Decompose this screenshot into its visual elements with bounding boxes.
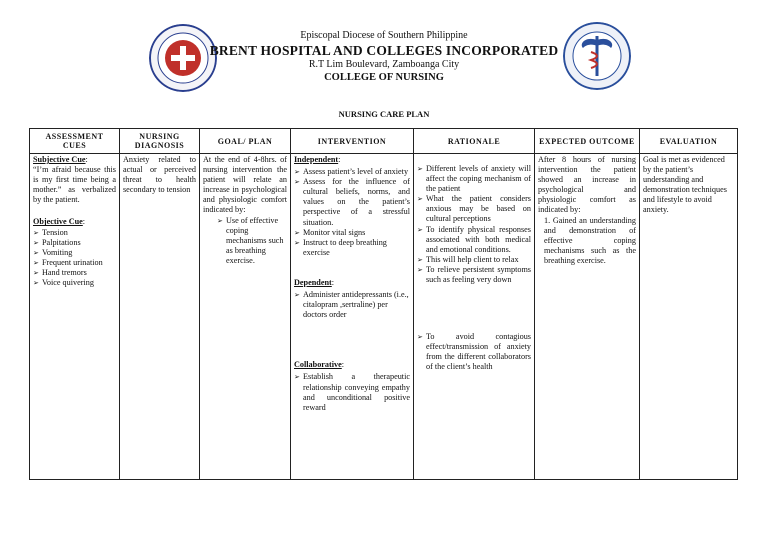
care-plan-table [29,128,738,480]
list-item: ➢ To relieve persistent symptoms such as feeling very down [417,265,531,285]
list-item: ➢ Use of effective coping mechanisms such as breathing exercise. [217,216,287,266]
outcome-text: After 8 hours of nursing intervention the patient showed an increase in psychological and physiologic comfort as indicated by: [538,155,636,215]
table-body-row [30,154,738,480]
column-header: EVALUATION [640,129,738,154]
evaluation-cell [640,154,738,480]
subjective-text: “I’m afraid because this is my first time being a mother.” as verbalized by the patient. [33,165,116,205]
goal-text: At the end of 4-8hrs. of nursing intervention the patient will relate an increase in psychological and physiologic comfort indicated by: [203,155,287,215]
goal-cell [200,154,291,480]
goal-list [203,216,287,266]
collaborative-list [294,372,410,412]
diagnosis-cell [120,154,200,480]
outcome-item: 1. Gained an understanding and demonstration of effective coping mechanisms such as the breathing exercise. [544,215,636,265]
address-line: R.T Lim Boulevard, Zamboanga City [308,59,460,70]
list-item: ➢ Assess patient’s level of anxiety [294,167,410,177]
diocese-line: Episcopal Diocese of Southern Philippine [300,30,468,41]
column-header: INTERVENTION [291,129,414,154]
list-item: ➢ Establish a therapeutic relationship conveying empathy and unconditional positive reward [294,372,410,412]
dependent-list [294,290,410,320]
document-header [0,0,768,100]
column-header: EXPECTED OUTCOME [535,129,640,154]
institution-name: BRENT HOSPITAL AND COLLEGES INCORPORATED [209,43,559,58]
list-item: ➢ To identify physical responses associated with both medical and emotional conditions. [417,225,531,255]
list-item: ➢ Frequent urination [33,258,116,268]
outcome-cell [535,154,640,480]
list-item: ➢ Palpitations [33,238,116,248]
assessment-cell: Subjective Cue: “I’m afraid because this is my first time being a mother.” as verbalized by the patient. Objective Cue: ➢ Tension ➢ Palpitations ➢ Vomiting ➢ Frequent urination ➢ Hand tremors ➢ Voice quivering [30,154,120,480]
list-item: ➢ To avoid contagious effect/transmission of anxiety from the different collaborators of the client’s health [417,332,531,372]
list-item: ➢ Hand tremors [33,268,116,278]
column-header: RATIONALE [414,129,535,154]
list-item: ➢ Administer antidepressants (i.e., citalopram ,sertraline) per doctors order [294,290,410,320]
list-item: ➢ Different levels of anxiety will affect the coping mechanism of the patient [417,164,531,194]
objective-list [33,228,116,289]
column-header: ASSESSMENT CUES [30,129,120,154]
dependent-label: Dependent [294,277,332,287]
list-item: ➢ Voice quivering [33,278,116,288]
college-name: COLLEGE OF NURSING [324,72,444,83]
table-header-row [30,129,738,154]
intervention-cell: Independent: ➢ Assess patient’s level of anxiety ➢ Assess for the influence of cultural beliefs, norms, and values on the patient’s perspective of a stressful situation. ➢ Monitor vital signs ➢ Instruct to deep breathing exercise Dependent: ➢ Administer antidepressants (i.e., citalopram ,sertraline) per doctors order Collaborative: ➢ Establish a therapeutic relationship conveying empathy and unconditional positive reward [291,154,414,480]
plan-title: NURSING CARE PLAN [338,109,430,119]
collaborative-label: Collaborative [294,360,342,370]
objective-label: Objective Cue [33,217,83,227]
list-item: ➢ Instruct to deep breathing exercise [294,238,410,258]
rationale-collaborative-list [417,332,531,372]
subjective-label: Subjective Cue [33,155,86,164]
independent-label: Independent [294,155,339,164]
column-header: GOAL/ PLAN [200,129,291,154]
list-item: ➢ What the patient considers anxious may be based on cultural perceptions [417,194,531,224]
rationale-cell [414,154,535,480]
evaluation-text: Goal is met as evidenced by the patient’s understanding and demonstration techniques and lifestyle to avoid anxiety. [643,155,727,215]
diagnosis-text: Anxiety related to actual or perceived threat to health secondary to tension [123,155,196,195]
list-item: ➢ Vomiting [33,248,116,258]
rationale-independent-list [417,164,531,285]
independent-list [294,167,410,258]
list-item: ➢ Assess for the influence of cultural beliefs, norms, and values on the patient’s perspective of a stressful situation. [294,177,410,227]
list-item: ➢ Tension [33,228,116,238]
column-header: NURSING DIAGNOSIS [120,129,200,154]
list-item: ➢ Monitor vital signs [294,228,410,238]
list-item: ➢ This will help client to relax [417,255,531,265]
